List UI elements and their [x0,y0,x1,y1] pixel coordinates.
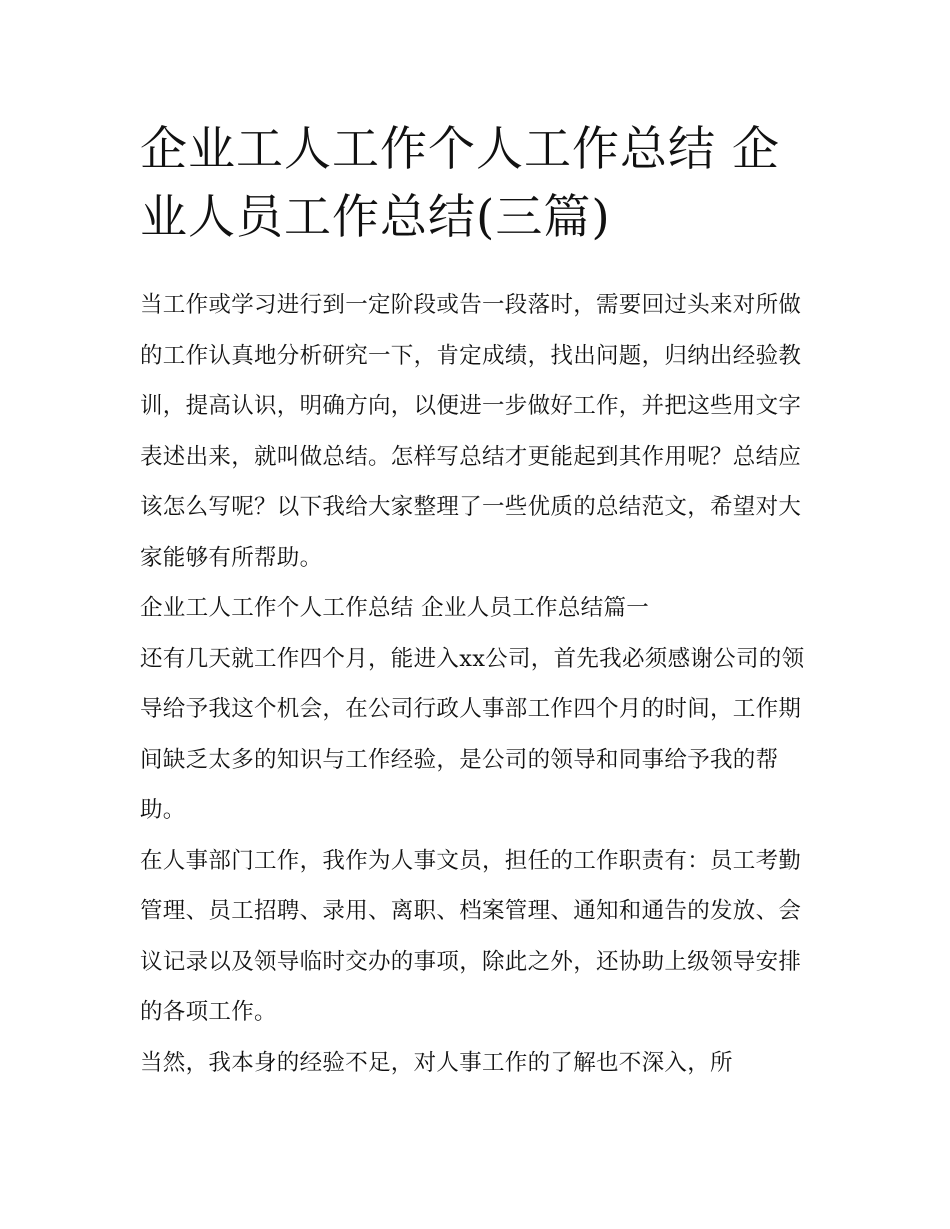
body-paragraph: 还有几天就工作四个月，能进入xx公司，首先我必须感谢公司的领导给予我这个机会，在公司行政人事部工作四个月的时间，工作期间缺乏太多的知识与工作经验，是公司的领导和同事给予我的帮助。 [140,645,805,823]
document-body [140,280,820,1088]
document-title: 企业工人工作个人工作总结 企业人员工作总结(三篇) [140,122,780,245]
body-paragraph: 当然，我本身的经验不足，对人事工作的了解也不深入，所 [140,1049,733,1076]
section-heading: 企业工人工作个人工作总结 企业人员工作总结篇一 [140,595,650,621]
intro-paragraph: 当工作或学习进行到一定阶段或告一段落时，需要回过头来对所做的工作认真地分析研究一下，肯定成绩，找出问题，归纳出经验教训，提高认识，明确方向，以便进一步做好工作，并把这些用文字表述出来，就叫做总结。怎样写总结才更能起到其作用呢？总结应该怎么写呢？以下我给大家整理了一些优质的总结范文，希望对大家能够有所帮助。 [140,292,802,571]
body-paragraph: 在人事部门工作，我作为人事文员，担任的工作职责有：员工考勤管理、员工招聘、录用、离职、档案管理、通知和通告的发放、会议记录以及领导临时交办的事项，除此之外，还协助上级领导安排的各项工作。 [140,847,802,1025]
